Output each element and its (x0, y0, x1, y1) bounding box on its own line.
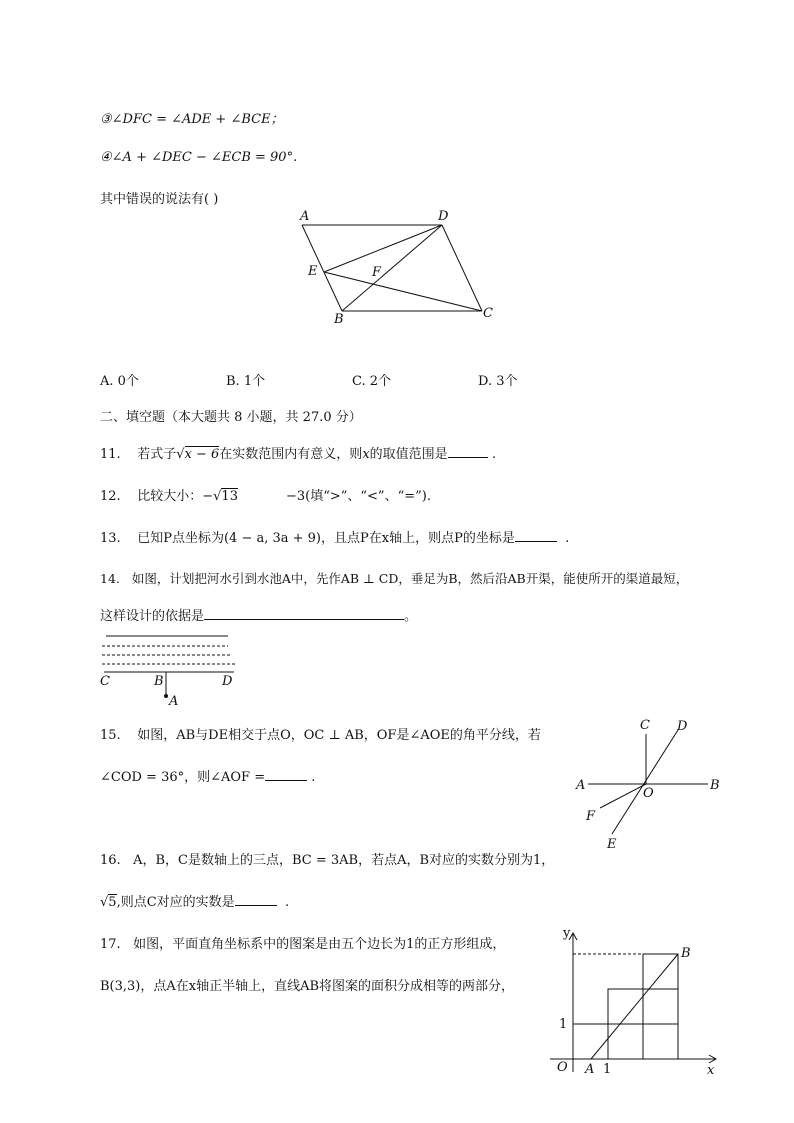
angle-label-C: C (640, 718, 650, 733)
grid-label-one-x: 1 (603, 1062, 612, 1077)
q15-line2: ∠COD = 36°，则∠AOF = (100, 770, 266, 785)
angle-label-D: D (677, 719, 688, 734)
label-A: A (300, 209, 310, 224)
q14-number: 14. (100, 571, 120, 586)
grid-label-y: y (563, 926, 571, 941)
q11-post: 的取值范围是 (369, 447, 448, 462)
q12-answer-blank[interactable] (238, 488, 286, 500)
question-16-line1 (100, 849, 554, 868)
river-label-C: C (100, 674, 110, 689)
q11-end: . (491, 447, 496, 462)
question-14-line2 (100, 605, 417, 624)
q15-line1: 如图，AB与DE相交于点O，OC ⊥ AB，OF是∠AOE的角平分线，若 (137, 728, 541, 743)
question-14-line1 (100, 569, 688, 587)
q14-end: 。 (404, 609, 418, 624)
q16-end: . (284, 895, 290, 910)
q13-answer-blank[interactable] (515, 529, 557, 542)
choice-a: A. 0个 (100, 374, 139, 389)
grid-label-x: x (707, 1063, 715, 1078)
question-17-line1 (100, 933, 505, 952)
question-17-line2 (100, 975, 514, 994)
choice-c: C. 2个 (352, 374, 392, 389)
grid-label-A: A (585, 1062, 595, 1077)
question-11: 11. 若式子√x − 6在实数范围内有意义，则x的取值范围是 . (100, 447, 496, 462)
q15-answer-blank[interactable] (265, 768, 307, 781)
angle-label-F: F (586, 809, 596, 824)
q14-line1: 如图，计划把河水引到水池A中，先作AB ⊥ CD，垂足为B，然后沿AB开渠，能使所开的渠道最短， (131, 571, 689, 586)
q16-radicand: 5 (108, 895, 117, 910)
label-E: E (308, 264, 318, 279)
q16-line2: ,则点C对应的实数是 (116, 895, 235, 910)
section-heading: 二、填空题（本大题共 8 小题，共 27.0 分） (100, 410, 362, 425)
q14-line2: 这样设计的依据是 (100, 609, 205, 624)
q11-mid: 在实数范围内有意义，则 (219, 447, 363, 462)
q11-var: x (362, 447, 370, 462)
q16-answer-blank[interactable] (235, 893, 277, 906)
grid-label-one-y: 1 (559, 1017, 568, 1032)
q13-end: . (565, 531, 570, 546)
label-B: B (334, 312, 344, 327)
q13-text: 已知P点坐标为(4 − a, 3a + 9)，且点P在x轴上，则点P的坐标是 (137, 531, 515, 546)
statement-3: ③∠DFC = ∠ADE + ∠BCE； (100, 112, 284, 127)
statement-4: ④∠A + ∠DEC − ∠ECB = 90°. (100, 150, 298, 165)
q15-end: . (311, 770, 316, 785)
choice-b: B. 1个 (226, 374, 266, 389)
q17-number: 17. (100, 937, 121, 952)
q16-number: 16. (100, 853, 121, 868)
grid-label-B: B (681, 946, 691, 961)
question-16-line2: √5,则点C对应的实数是 . (100, 895, 290, 910)
q16-line1: A，B，C是数轴上的三点，BC = 3AB，若点A，B对应的实数分别为1， (133, 853, 555, 868)
river-figure (98, 632, 248, 708)
question-15-line1 (100, 724, 541, 743)
q17-line2: B(3,3)，点A在x轴正半轴上，直线AB将图案的面积分成相等的两部分， (100, 979, 515, 994)
question-12: 12. 比较大小：−√13 −3(填“>”、“<”、“=”). (100, 489, 431, 504)
question-prompt: 其中错误的说法有( ) (100, 192, 219, 207)
q17-line1: 如图，平面直角坐标系中的图案是由五个边长为1的正方形组成， (133, 937, 506, 952)
angle-label-O: O (643, 786, 654, 801)
river-label-B: B (154, 674, 164, 689)
angle-figure (570, 712, 730, 857)
q11-radicand: x − 6 (184, 447, 220, 462)
angle-label-B: B (710, 778, 720, 793)
grid-figure (545, 924, 725, 1076)
angle-label-E: E (607, 837, 617, 852)
q11-answer-blank[interactable] (448, 445, 488, 458)
angle-label-A: A (576, 778, 586, 793)
q11-pre: 若式子 (137, 447, 177, 462)
grid-label-O: O (557, 1060, 568, 1075)
q13-number: 13. (100, 531, 121, 546)
label-D: D (438, 209, 449, 224)
label-C: C (483, 306, 493, 321)
label-F: F (372, 265, 382, 280)
q12-post: −3(填“>”、“<”、“=”). (285, 489, 431, 504)
q12-number: 12. (100, 489, 121, 504)
question-13 (100, 527, 569, 546)
q11-number: 11. (100, 447, 121, 462)
parallelogram-figure (290, 205, 510, 330)
q12-pre: 比较大小：− (137, 489, 214, 504)
river-label-D: D (222, 674, 233, 689)
q14-answer-blank[interactable] (204, 607, 404, 620)
q12-radicand: 13 (221, 489, 238, 504)
q15-number: 15. (100, 728, 121, 743)
question-15-line2 (100, 766, 315, 785)
choice-d: D. 3个 (478, 374, 518, 389)
river-label-A: A (169, 694, 179, 709)
